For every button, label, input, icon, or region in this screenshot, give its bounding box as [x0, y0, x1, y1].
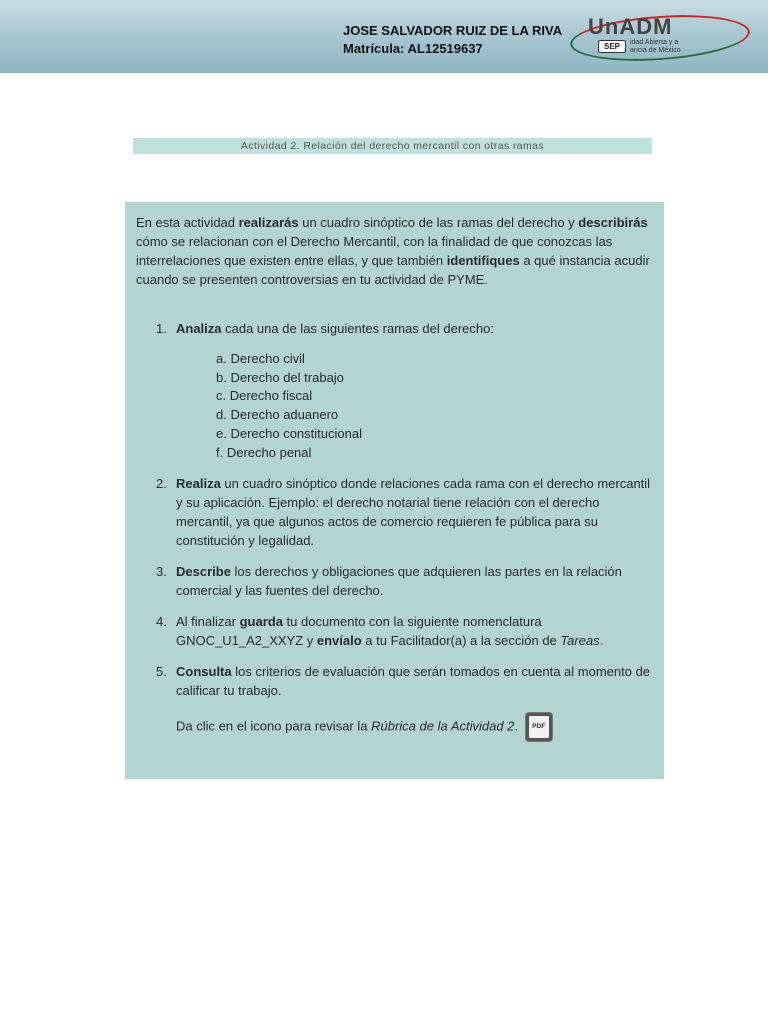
student-matricula: Matrícula: AL12519637	[343, 41, 483, 56]
pdf-icon[interactable]	[526, 713, 552, 741]
intro-text: cómo se relacionan con el Derecho Mercantil, con la finalidad de que conozcas las interrelaciones que existen entre ellas, y que también	[136, 234, 613, 268]
law-branch-item: f. Derecho penal	[216, 444, 312, 460]
step-number: 3.	[156, 564, 167, 580]
intro-bold: identifiques	[446, 253, 520, 268]
step-text: Al finalizar	[176, 614, 240, 630]
step-verb: Describe	[176, 564, 231, 580]
law-branches-list	[216, 350, 653, 462]
step-item	[136, 319, 653, 462]
logo-wordmark: UnADM	[588, 14, 673, 39]
step-number: 5.	[156, 664, 167, 680]
rubric-text: Da clic en el icono para revisar la	[176, 718, 372, 734]
step-text: cada una de las siguientes ramas del derecho:	[221, 321, 494, 336]
step-text: tu documento con la siguiente nomenclatura GNOC_U1_A2_XXYZ y	[176, 614, 542, 649]
page-header	[0, 0, 768, 73]
logo-subtitle-line-1: idad Abierta y a	[630, 39, 679, 46]
step-number: 2.	[156, 476, 167, 492]
logo-subtitle	[630, 39, 681, 55]
law-branch-item: d. Derecho aduanero	[216, 407, 339, 423]
tareas-section-name: Tareas	[560, 633, 600, 649]
student-name: JOSE SALVADOR RUIZ DE LA RIVA	[343, 23, 563, 38]
instructions-box	[125, 202, 664, 779]
intro-bold: realizarás	[238, 215, 299, 230]
activity-title: Actividad 2. Relación del derecho mercantil con otras ramas	[133, 138, 652, 154]
law-branch-item: c. Derecho fiscal	[216, 388, 313, 404]
step-number: 4.	[156, 614, 167, 630]
step-verb: Realiza	[176, 476, 221, 492]
step-verb: Consulta	[176, 664, 232, 680]
step-verb: envíalo	[316, 633, 362, 649]
pdf-icon-label: PDF	[529, 716, 549, 738]
law-branch-item: a. Derecho civil	[216, 351, 305, 366]
unadm-logo	[570, 10, 752, 62]
sep-badge: SEP	[598, 40, 626, 53]
step-verb: Analiza	[176, 321, 222, 336]
step-item	[136, 662, 653, 741]
step-text: los derechos y obligaciones que adquieren las partes en la relación comercial y las fuentes del derecho.	[176, 564, 622, 599]
intro-text: un cuadro sinóptico de las ramas del derecho y	[298, 215, 579, 230]
step-item	[136, 474, 653, 550]
intro-bold: describirás	[578, 215, 648, 230]
step-item	[136, 612, 653, 650]
intro-paragraph	[136, 213, 653, 289]
intro-text: a qué instancia acudir cuando se presenten controversias en tu actividad de PYME.	[136, 253, 650, 287]
step-verb: guarda	[239, 614, 283, 630]
step-text: a tu Facilitador(a) a la sección de	[361, 633, 561, 649]
law-branch-item: b. Derecho del trabajo	[216, 369, 344, 385]
student-info	[343, 22, 562, 58]
rubric-line	[176, 713, 653, 741]
step-text: .	[599, 633, 604, 649]
logo-subtitle-line-2: ancia de México	[630, 47, 681, 54]
rubric-title: Rúbrica de la Actividad 2	[371, 718, 515, 734]
steps-list	[136, 319, 653, 741]
law-branch-item: e. Derecho constitucional	[216, 425, 362, 441]
rubric-text: .	[514, 718, 519, 734]
step-number: 1.	[156, 321, 167, 336]
intro-text: En esta actividad	[136, 215, 239, 230]
step-item	[136, 562, 653, 600]
step-text: los criterios de evaluación que serán tomados en cuenta al momento de calificar tu trabajo.	[176, 664, 651, 699]
step-text: un cuadro sinóptico donde relaciones cada rama con el derecho mercantil y su aplicación. Ejemplo: el derecho notarial tiene relación con el derecho mercantil, ya que algunos actos de comercio requieren fe pública para su constitución y legalidad.	[176, 476, 651, 549]
